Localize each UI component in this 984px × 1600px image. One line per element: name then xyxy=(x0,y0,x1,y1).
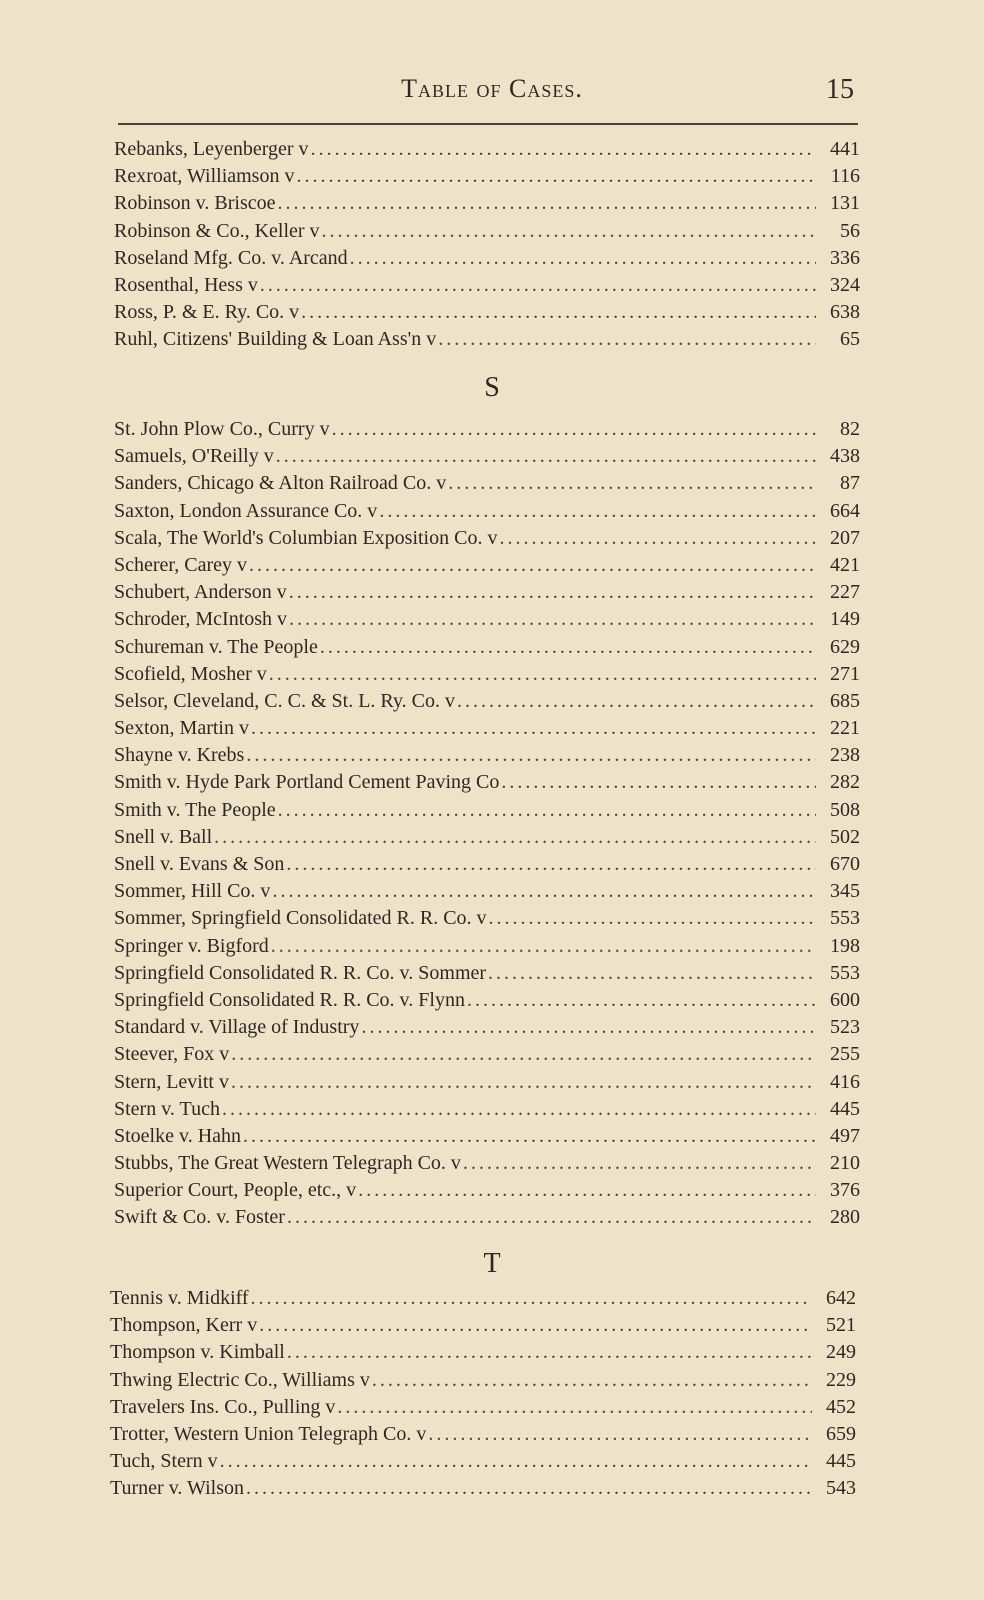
dot-leader xyxy=(259,1314,812,1337)
case-page: 271 xyxy=(830,662,860,685)
case-entry xyxy=(114,962,860,989)
case-name: Stubbs, The Great Western Telegraph Co. v xyxy=(114,1152,461,1175)
dot-leader xyxy=(358,1179,816,1202)
case-page: 445 xyxy=(830,1097,860,1120)
case-page: 227 xyxy=(830,581,860,604)
case-entry xyxy=(110,1477,856,1504)
case-name: Robinson v. Briscoe xyxy=(114,192,276,215)
dot-leader xyxy=(246,1477,812,1500)
case-name: Scofield, Mosher v xyxy=(114,662,267,685)
case-name: Superior Court, People, etc., v xyxy=(114,1179,357,1202)
case-name: St. John Plow Co., Curry v xyxy=(114,418,330,440)
case-name: Rexroat, Williamson v xyxy=(114,165,295,188)
dot-leader xyxy=(277,192,816,215)
dot-leader xyxy=(488,962,816,985)
case-name: Turner v. Wilson xyxy=(110,1477,245,1500)
case-entry xyxy=(114,663,860,690)
case-page: 638 xyxy=(830,301,860,324)
case-entry xyxy=(114,1043,860,1070)
dot-leader xyxy=(251,717,816,740)
case-name: Sommer, Hill Co. v xyxy=(114,880,271,903)
dot-leader xyxy=(243,1125,816,1148)
case-page: 502 xyxy=(830,825,860,848)
dot-leader xyxy=(489,907,816,930)
dot-leader xyxy=(428,1423,812,1446)
dot-leader xyxy=(438,328,816,351)
case-name: Thwing Electric Co., Williams v xyxy=(110,1368,370,1391)
case-entry xyxy=(114,717,860,744)
dot-leader xyxy=(337,1396,812,1419)
case-entry xyxy=(114,138,860,165)
case-page: 438 xyxy=(830,445,860,468)
dot-leader xyxy=(260,274,816,297)
case-entry xyxy=(114,989,860,1016)
dot-leader xyxy=(499,527,816,550)
case-name: Ross, P. & E. Ry. Co. v xyxy=(114,301,300,324)
page-number: 15 xyxy=(826,74,854,105)
case-page: 553 xyxy=(830,907,860,930)
dot-leader xyxy=(289,608,816,631)
case-entry xyxy=(114,445,860,472)
case-entry xyxy=(110,1341,856,1368)
case-entry xyxy=(114,247,860,274)
case-page: 198 xyxy=(830,934,860,957)
case-entry xyxy=(114,1179,860,1206)
case-page: 210 xyxy=(830,1152,860,1175)
case-entry xyxy=(114,220,860,247)
case-entry xyxy=(114,1152,860,1179)
case-name: Ruhl, Citizens' Building & Loan Ass'n v xyxy=(114,328,437,351)
dot-leader xyxy=(287,1206,816,1229)
case-entry xyxy=(114,744,860,771)
dot-leader xyxy=(276,445,816,468)
case-page: 87 xyxy=(840,472,860,495)
case-name: Sommer, Springfield Consolidated R. R. Co. v xyxy=(114,907,487,930)
case-name: Snell v. Ball xyxy=(114,825,213,848)
case-name: Snell v. Evans & Son xyxy=(114,853,285,875)
case-entry xyxy=(114,1206,860,1233)
case-name: Smith v. Hyde Park Portland Cement Paving Co xyxy=(114,771,500,794)
case-entry xyxy=(114,1016,860,1043)
case-entry xyxy=(114,636,860,663)
case-page: 221 xyxy=(830,717,860,740)
dot-leader xyxy=(222,1098,816,1121)
dot-leader xyxy=(311,138,816,161)
dot-leader xyxy=(246,744,816,767)
case-entry xyxy=(114,690,860,717)
case-section xyxy=(114,138,860,356)
section-letter: S xyxy=(484,372,500,403)
case-entry xyxy=(114,328,860,355)
dot-leader xyxy=(361,1016,816,1039)
case-name: Schureman v. The People xyxy=(114,635,318,658)
dot-leader xyxy=(463,1152,816,1175)
case-name: Schroder, McIntosh v xyxy=(114,608,288,631)
case-page: 249 xyxy=(826,1341,856,1364)
case-page: 65 xyxy=(840,328,860,351)
case-entry xyxy=(110,1369,856,1396)
case-page: 600 xyxy=(830,988,860,1011)
case-entry xyxy=(114,554,860,581)
case-page: 56 xyxy=(840,219,860,242)
case-entry xyxy=(110,1423,856,1450)
case-page: 523 xyxy=(830,1016,860,1039)
case-name: Selsor, Cleveland, C. C. & St. L. Ry. Co. v xyxy=(114,689,455,712)
dot-leader xyxy=(231,1071,816,1094)
case-name: Travelers Ins. Co., Pulling v xyxy=(110,1395,336,1418)
case-page: 229 xyxy=(826,1368,856,1391)
case-name: Springer v. Bigford xyxy=(114,934,269,957)
case-page: 282 xyxy=(830,771,860,794)
dot-leader xyxy=(448,472,816,495)
case-page: 521 xyxy=(826,1314,856,1337)
case-page: 238 xyxy=(830,744,860,767)
case-entry xyxy=(114,853,860,880)
case-name: Roseland Mfg. Co. v. Arcand xyxy=(114,246,348,269)
case-entry xyxy=(114,880,860,907)
case-name: Springfield Consolidated R. R. Co. v. Sommer xyxy=(114,961,487,984)
case-name: Rebanks, Leyenberger v xyxy=(114,138,309,160)
dot-leader xyxy=(372,1369,812,1392)
case-page: 345 xyxy=(830,880,860,903)
dot-leader xyxy=(289,581,816,604)
case-entry xyxy=(110,1450,856,1477)
case-entry xyxy=(110,1314,856,1341)
case-page: 553 xyxy=(830,961,860,984)
case-entry xyxy=(110,1287,856,1314)
case-page: 255 xyxy=(830,1043,860,1066)
case-entry xyxy=(114,1098,860,1125)
case-entry xyxy=(114,472,860,499)
case-entry xyxy=(114,500,860,527)
case-page: 452 xyxy=(826,1395,856,1418)
case-page: 685 xyxy=(830,689,860,712)
dot-leader xyxy=(231,1043,816,1066)
case-entry xyxy=(114,907,860,934)
case-page: 376 xyxy=(830,1179,860,1202)
running-header-title: Table of Cases. xyxy=(401,74,583,103)
case-entry xyxy=(114,826,860,853)
case-page: 670 xyxy=(830,853,860,875)
case-entry xyxy=(114,771,860,798)
case-name: Smith v. The People xyxy=(114,798,276,821)
case-page: 280 xyxy=(830,1206,860,1229)
case-entry xyxy=(114,165,860,192)
case-page: 421 xyxy=(830,553,860,576)
case-page: 642 xyxy=(826,1287,856,1309)
case-name: Tuch, Stern v xyxy=(110,1450,218,1473)
header-rule xyxy=(118,123,858,125)
case-name: Samuels, O'Reilly v xyxy=(114,445,274,468)
case-page: 497 xyxy=(830,1124,860,1147)
case-page: 149 xyxy=(830,608,860,631)
case-page: 116 xyxy=(830,165,860,188)
case-page: 664 xyxy=(830,499,860,522)
case-entry xyxy=(114,799,860,826)
dot-leader xyxy=(501,771,816,794)
case-entry xyxy=(114,418,860,445)
case-page: 324 xyxy=(830,273,860,296)
case-page: 131 xyxy=(830,192,860,215)
dot-leader xyxy=(332,418,816,441)
dot-leader xyxy=(269,663,816,686)
dot-leader xyxy=(220,1450,812,1473)
dot-leader xyxy=(350,247,816,270)
case-name: Rosenthal, Hess v xyxy=(114,273,258,296)
case-name: Saxton, London Assurance Co. v xyxy=(114,499,378,522)
dot-leader xyxy=(214,826,816,849)
case-entry xyxy=(114,301,860,328)
case-entry xyxy=(114,608,860,635)
case-section xyxy=(110,1287,856,1505)
case-page: 543 xyxy=(826,1477,856,1500)
case-page: 82 xyxy=(840,418,860,440)
case-name: Swift & Co. v. Foster xyxy=(114,1206,285,1229)
case-entry xyxy=(114,192,860,219)
case-name: Shayne v. Krebs xyxy=(114,744,245,767)
dot-leader xyxy=(467,989,816,1012)
case-name: Trotter, Western Union Telegraph Co. v xyxy=(110,1422,427,1445)
case-name: Stern v. Tuch xyxy=(114,1097,220,1120)
case-page: 336 xyxy=(830,246,860,269)
case-name: Sanders, Chicago & Alton Railroad Co. v xyxy=(114,472,447,495)
case-name: Steever, Fox v xyxy=(114,1043,230,1066)
case-page: 659 xyxy=(826,1422,856,1445)
case-entry xyxy=(114,1125,860,1152)
dot-leader xyxy=(249,554,816,577)
dot-leader xyxy=(287,1341,812,1364)
case-name: Scherer, Carey v xyxy=(114,553,248,576)
dot-leader xyxy=(457,690,816,713)
case-name: Sexton, Martin v xyxy=(114,717,249,740)
dot-leader xyxy=(278,799,816,822)
dot-leader xyxy=(251,1287,812,1310)
case-page: 416 xyxy=(830,1070,860,1093)
case-name: Schubert, Anderson v xyxy=(114,581,287,604)
case-name: Stoelke v. Hahn xyxy=(114,1124,242,1147)
case-name: Tennis v. Midkiff xyxy=(110,1287,249,1309)
case-page: 207 xyxy=(830,526,860,549)
case-entry xyxy=(110,1396,856,1423)
case-name: Thompson v. Kimball xyxy=(110,1341,285,1364)
case-name: Scala, The World's Columbian Exposition Co. v xyxy=(114,526,498,549)
case-name: Springfield Consolidated R. R. Co. v. Flynn xyxy=(114,988,465,1011)
case-name: Robinson & Co., Keller v xyxy=(114,219,320,242)
case-entry xyxy=(114,274,860,301)
case-page: 629 xyxy=(830,635,860,658)
case-entry xyxy=(114,581,860,608)
case-name: Stern, Levitt v xyxy=(114,1070,229,1093)
dot-leader xyxy=(296,165,816,188)
dot-leader xyxy=(271,935,816,958)
case-entry xyxy=(114,527,860,554)
case-page: 445 xyxy=(826,1450,856,1473)
case-name: Standard v. Village of Industry xyxy=(114,1016,360,1039)
case-entry xyxy=(114,935,860,962)
dot-leader xyxy=(286,853,816,876)
case-name: Thompson, Kerr v xyxy=(110,1314,258,1337)
section-letter: T xyxy=(483,1248,501,1279)
case-page: 508 xyxy=(830,798,860,821)
dot-leader xyxy=(272,880,816,903)
case-entry xyxy=(114,1071,860,1098)
dot-leader xyxy=(320,636,816,659)
case-section xyxy=(114,418,860,1234)
case-page: 441 xyxy=(830,138,860,160)
dot-leader xyxy=(301,301,816,324)
dot-leader xyxy=(322,220,816,243)
dot-leader xyxy=(379,500,816,523)
